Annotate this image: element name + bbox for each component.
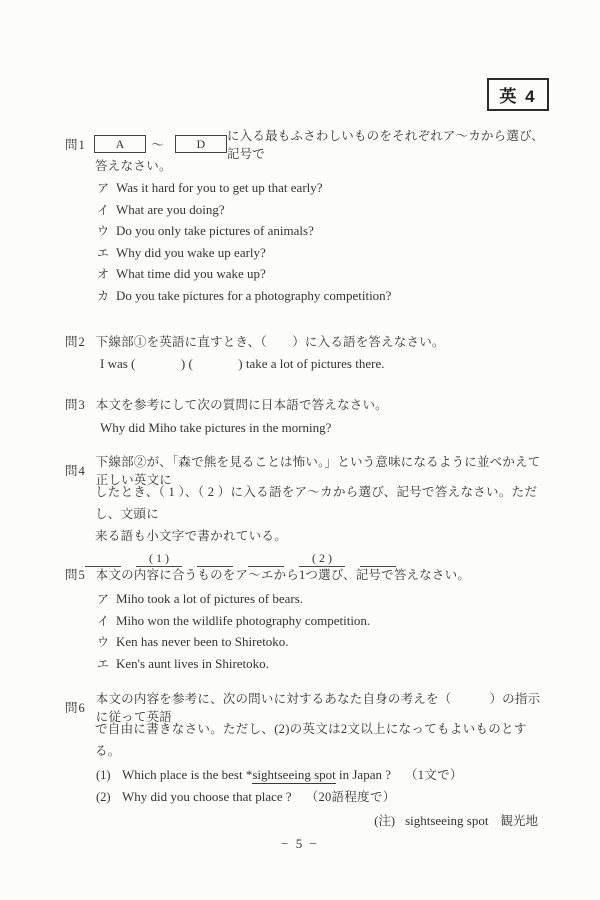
q5-option-e-text: Ken's aunt lives in Shiretoko. bbox=[116, 655, 269, 671]
question-4 bbox=[65, 455, 552, 567]
q3-header-row bbox=[65, 393, 552, 415]
q1-option-i bbox=[97, 201, 552, 223]
q4-instruction-line1: 下線部②が、「森で熊を見ることは怖い。」という意味になるように並べかえて正しい英文に bbox=[95, 455, 541, 487]
q6-item-2 bbox=[65, 786, 552, 808]
question-5 bbox=[65, 563, 552, 676]
q1-option-o-letter: オ bbox=[97, 267, 110, 281]
blank-box-a: A bbox=[94, 135, 146, 153]
q1-option-i-text: What are you doing? bbox=[116, 201, 225, 217]
q5-option-a-text: Miho took a lot of pictures of bears. bbox=[116, 591, 304, 606]
q2-fill-in-sentence: I was ( ) ( ) take a lot of pictures there. bbox=[100, 356, 385, 371]
q5-option-i bbox=[97, 612, 552, 634]
q1-option-e-text: Why did you wake up early? bbox=[116, 244, 266, 260]
tilde-mark: ～ bbox=[151, 138, 164, 152]
q4-instruction-line2: したとき、（ 1 ）、（ 2 ）に入る語をア～カから選び、記号で答えなさい。ただし、文頭に bbox=[95, 485, 538, 521]
q6-instruction-line2: で自由に書きなさい。ただし、(2)の英文は2文以上になってもよいものとする。 bbox=[95, 722, 527, 758]
question-6 bbox=[65, 692, 552, 829]
q1-option-i-letter: イ bbox=[97, 202, 110, 217]
q1-option-ka bbox=[97, 287, 552, 309]
page-number: − 5 − bbox=[281, 836, 319, 851]
q5-option-u-text: Ken has never been to Shiretoko. bbox=[116, 634, 289, 649]
q6-item-1-note: （1文で） bbox=[404, 768, 463, 782]
q1-option-e-letter: エ bbox=[97, 245, 110, 260]
q2-instruction: 下線部①を英語に直すとき、（ ）に入る語を答えなさい。 bbox=[95, 335, 445, 349]
q6-item-2-note: （20語程度で） bbox=[305, 790, 396, 804]
q6-footnote-term: sightseeing spot bbox=[405, 813, 489, 828]
q6-item-1-prefix: Which place is the best * bbox=[122, 767, 253, 782]
q6-footnote-meaning: 観光地 bbox=[500, 814, 538, 828]
q1-option-o-text: What time did you wake up? bbox=[116, 266, 266, 281]
q1-option-u bbox=[97, 222, 552, 244]
subject-tag-box bbox=[487, 78, 549, 111]
q1-option-e bbox=[97, 244, 552, 266]
q6-header-row bbox=[65, 692, 552, 724]
q1-option-a-text: Was it hard for you to get up that early? bbox=[116, 180, 323, 195]
q4-instruction-line3: 来る語も小文字で書かれている。 bbox=[95, 529, 288, 543]
q6-footnote-label: (注) bbox=[374, 814, 396, 828]
q3-question-text: Why did Miho take pictures in the morning? bbox=[100, 420, 332, 435]
q1-option-u-letter: ウ bbox=[97, 224, 110, 238]
q4-label: 問4 bbox=[65, 464, 86, 478]
q5-option-u-letter: ウ bbox=[97, 635, 110, 649]
q1-header-row bbox=[65, 129, 552, 161]
q2-label: 問2 bbox=[65, 335, 86, 349]
q6-item-2-text: Why did you choose that place ? bbox=[122, 789, 292, 804]
q5-option-i-letter: イ bbox=[97, 613, 110, 628]
q1-label: 問1 bbox=[65, 138, 86, 152]
q3-instruction: 本文を参考にして次の質問に日本語で答えなさい。 bbox=[95, 398, 388, 412]
q6-label: 問6 bbox=[65, 701, 86, 715]
q5-option-e bbox=[97, 655, 552, 677]
q5-option-a bbox=[97, 590, 552, 612]
q6-item-2-number: (2) bbox=[96, 790, 111, 804]
q4-blank-5-labeled: ( 2 ) bbox=[299, 551, 345, 567]
subject-tag-label: 英 4 bbox=[499, 87, 537, 106]
q1-option-ka-letter: カ bbox=[97, 288, 110, 303]
q5-option-a-letter: ア bbox=[97, 592, 110, 606]
q6-item-1-underlined-term: sightseeing spot bbox=[252, 767, 336, 782]
q6-item-1-text bbox=[122, 764, 391, 785]
q5-options-list bbox=[65, 590, 552, 676]
q1-options-list bbox=[65, 179, 552, 308]
q6-footnote bbox=[65, 811, 552, 829]
q4-header-row bbox=[65, 455, 552, 487]
q5-instruction: 本文の内容に合うものをア～エから1つ選び、記号で答えなさい。 bbox=[95, 568, 471, 582]
q1-option-a bbox=[97, 179, 552, 201]
q4-blank-2-labeled: ( 1 ) bbox=[136, 551, 182, 567]
question-2 bbox=[65, 330, 552, 375]
q5-option-e-letter: エ bbox=[97, 656, 110, 671]
q1-option-a-letter: ア bbox=[97, 181, 110, 195]
q2-header-row bbox=[65, 330, 552, 352]
q1-instruction-line2: 答えなさい。 bbox=[95, 159, 172, 173]
q5-option-u bbox=[97, 633, 552, 655]
q5-header-row bbox=[65, 563, 552, 585]
question-1 bbox=[65, 129, 552, 308]
q1-instruction-line1: に入る最もふさわしいものをそれぞれア～カから選び、記号で bbox=[226, 129, 544, 161]
q1-option-u-text: Do you only take pictures of animals? bbox=[116, 223, 314, 238]
q5-option-i-text: Miho won the wildlife photography competition. bbox=[116, 612, 371, 628]
q6-item-1 bbox=[65, 764, 552, 786]
q5-label: 問5 bbox=[65, 568, 86, 582]
q1-option-ka-text: Do you take pictures for a photography competition? bbox=[116, 287, 392, 303]
blank-box-d: D bbox=[175, 135, 227, 153]
q6-instruction-line1: 本文の内容を参考に、次の問いに対するあなた自身の考えを（ ）の指示に従って英語 bbox=[95, 692, 541, 724]
question-3 bbox=[65, 393, 552, 439]
q1-option-o bbox=[97, 265, 552, 287]
q6-item-1-suffix: in Japan ? bbox=[335, 767, 391, 782]
q6-item-1-number: (1) bbox=[96, 768, 111, 782]
q3-label: 問3 bbox=[65, 398, 86, 412]
